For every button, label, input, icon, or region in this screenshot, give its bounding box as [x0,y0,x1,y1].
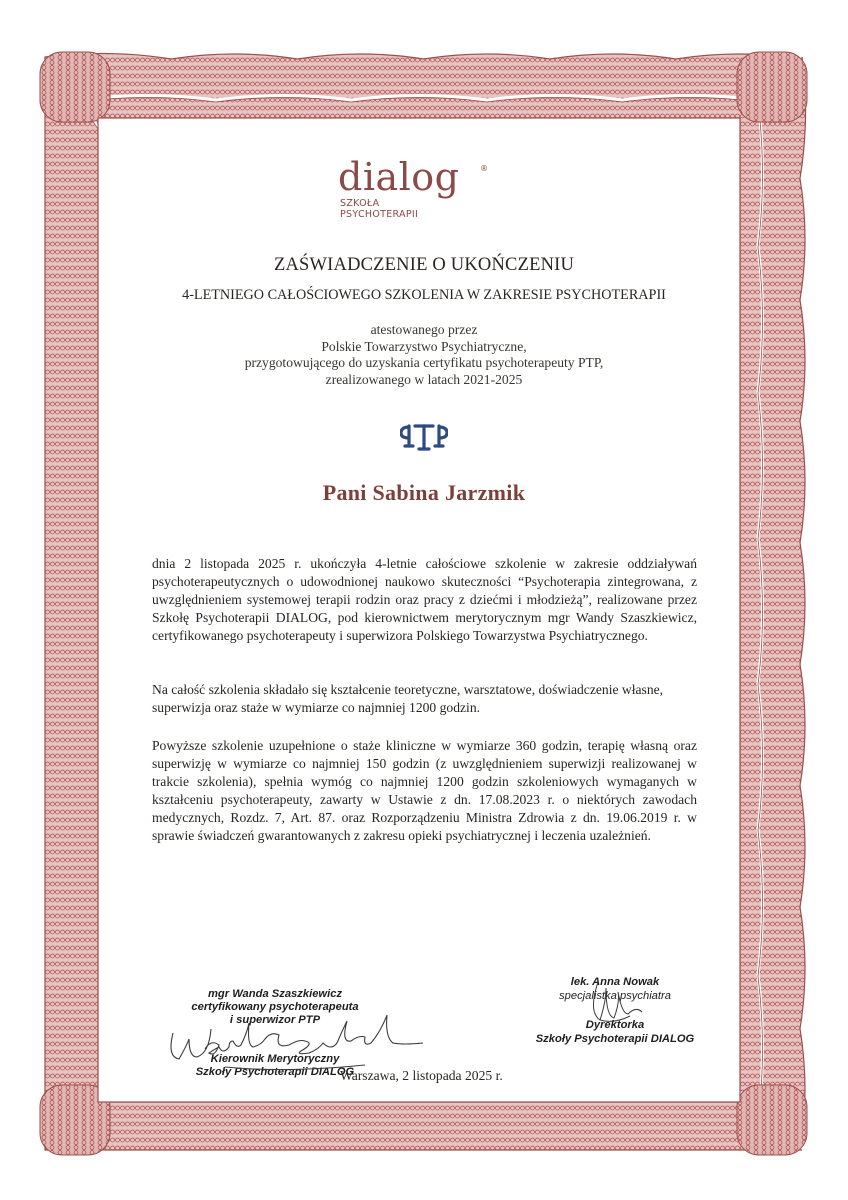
signatory-title: i superwizor PTP [229,1014,321,1026]
attest-line: Polskie Towarzystwo Psychiatryczne, [321,338,527,354]
signature-block-right [500,975,730,1046]
signatory-role: Dyrektorka [585,1019,645,1031]
recipient-name: Pani Sabina Jarzmik [322,480,526,505]
place-and-date: Warszawa, 2 listopada 2025 r. [340,1068,503,1083]
logo-sub-line-1: SZKOŁA [340,198,380,209]
signatory-title: certyfikowany psychoterapeuta [191,1001,359,1013]
dialog-logo [338,155,518,228]
signatory-role: Szkoły Psychoterapii DIALOG [195,1066,355,1078]
certificate-title: ZAŚWIADCZENIE O UKOŃCZENIU [273,255,575,275]
logo-sub-line-2: PSYCHOTERAPII [340,209,419,220]
attest-line: przygotowującego do uzyskania certyfikatu psychoterapeuty PTP, [244,355,604,370]
body-paragraph-3: Powyższe szkolenie uzupełnione o staże kliniczne w wymiarze 360 godzin, terapię własną oraz superwizję w wymiarze co najmniej 150 godzin (z uwzględnieniem superwizji realizowanej w trakcie szkolenia), spełnia wymóg co najmniej 1200 godzin szkoleniowych wymaganych w kształceniu psychoterapeuty, zawarty w Ustawie z dn. 17.08.2023 r. o niektórych zawodach medycznych, Rozdz. 7, Art. 87. oraz Rozporządzeniu Ministra Zdrowia z dn. 19.06.2019 r. w sprawie świadczeń gwarantowanych z zakresu opieki psychiatrycznej i leczenia uzależnień. [152,738,697,843]
signatory-role: Szkoły Psychoterapii DIALOG [535,1033,695,1045]
signatory-title: specjalistka psychiatra [559,990,671,1002]
ptp-emblem-icon [400,422,448,452]
body-paragraph-2: Na całość szkolenia składało się kształcenie teoretyczne, warsztatowe, doświadczenie własne, superwizja oraz staże w wymiarze co najmniej 1200 godzin. [152,682,664,715]
logo-subtitle [340,198,418,220]
signatory-name: mgr Wanda Szaszkiewicz [207,988,343,1000]
signature-block-left [150,988,400,1079]
logo-wordmark: dialog [338,155,460,199]
body-paragraph-1: dnia 2 listopada 2025 r. ukończyła 4-letnie całościowe szkolenie w zakresie oddziaływań psychoterapeutycznych o udowodnionej naukowo skuteczności “Psychoterapia zintegrowana, z uwzględnieniem systemowej terapii rodzin oraz pracy z dziećmi i młodzieżą”, realizowane przez Szkołę Psychoterapii DIALOG, pod kierownictwem merytorycznym mgr Wandy Szaszkiewicz, certyfikowanego psychoterapeuty i superwizora Polskiego Towarzystwa Psychiatrycznego. [152,556,697,643]
registered-mark: ® [480,164,488,173]
attest-line: zrealizowanego w latach 2021-2025 [325,371,523,387]
attestation-block [100,322,748,388]
certificate-subtitle: 4-LETNIEGO CAŁOŚCIOWEGO SZKOLENIA W ZAKRESIE PSYCHOTERAPII [182,287,666,303]
signatory-role: Kierownik Merytoryczny [210,1053,340,1065]
attest-line: atestowanego przez [370,322,478,337]
signatory-name: lek. Anna Nowak [570,976,660,988]
